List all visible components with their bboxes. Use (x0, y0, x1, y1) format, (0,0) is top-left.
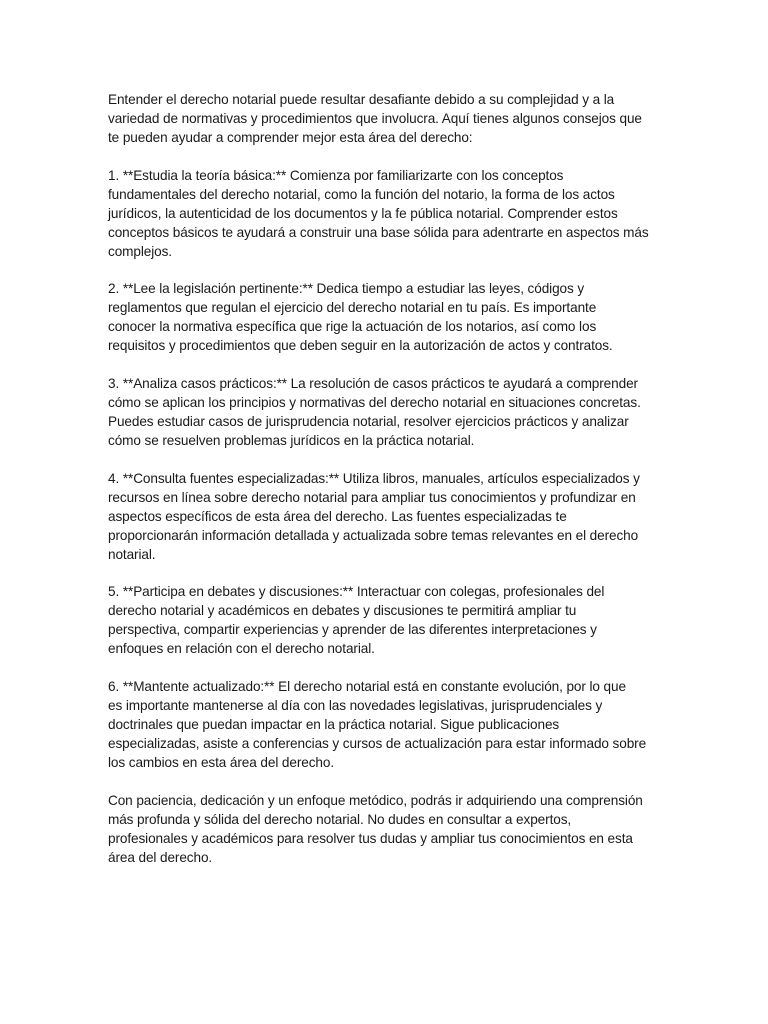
text-line: recursos en línea sobre derecho notarial para ampliar tus conocimientos y profundizar en (108, 489, 636, 505)
text-line: área del derecho. (108, 849, 213, 865)
text-line: 2. **Lee la legislación pertinente:** Dedica tiempo a estudiar las leyes, códigos y (108, 281, 585, 297)
text-line: 6. **Mantente actualizado:** El derecho notarial está en constante evolución, por lo que (108, 679, 626, 695)
text-line: reglamentos que regulan el ejercicio del derecho notarial en tu país. Es importante (108, 300, 597, 316)
text-line: proporcionarán información detallada y actualizada sobre temas relevantes en el derecho (108, 527, 639, 543)
text-line: conocer la normativa específica que rige la actuación de los notarios, así como los (108, 319, 597, 335)
closing-paragraph (108, 792, 668, 868)
tip-paragraph (108, 167, 668, 262)
tip-paragraph (108, 678, 668, 773)
tip-paragraph (108, 375, 668, 451)
text-line: 3. **Analiza casos prácticos:** La resolución de casos prácticos te ayudará a comprender (108, 376, 638, 392)
text-line: Con paciencia, dedicación y un enfoque metódico, podrás ir adquiriendo una comprensión (108, 792, 643, 808)
text-line: derecho notarial y académicos en debates y discusiones te permitirá ampliar tu (108, 603, 577, 619)
text-line: cómo se resuelven problemas jurídicos en la práctica notarial. (108, 432, 475, 448)
document-body (108, 91, 668, 886)
text-line: perspectiva, compartir experiencias y aprender de las diferentes interpretaciones y (108, 622, 597, 638)
text-line: los cambios en esta área del derecho. (108, 754, 335, 770)
text-line: más profunda y sólida del derecho notarial. No dudes en consultar a expertos, (108, 811, 572, 827)
text-line: doctrinales que puedan impactar en la práctica notarial. Sigue publicaciones (108, 716, 560, 732)
tip-paragraph (108, 583, 668, 659)
intro-paragraph (108, 91, 668, 148)
text-line: conceptos básicos te ayudará a construir una base sólida para adentrarte en aspectos más (108, 224, 649, 240)
text-line: cómo se aplican los principios y normativas del derecho notarial en situaciones concretas. (108, 395, 641, 410)
text-line: variedad de normativas y procedimientos que involucra. Aquí tienes algunos consejos que (108, 110, 642, 126)
text-line: 5. **Participa en debates y discusiones:** Interactuar con colegas, profesionales del (108, 584, 605, 600)
text-line: fundamentales del derecho notarial, como la función del notario, la forma de los actos (108, 186, 615, 202)
text-line: jurídicos, la autenticidad de los documentos y la fe pública notarial. Comprender estos (108, 205, 618, 221)
tip-paragraph (108, 470, 668, 565)
text-line: notarial. (108, 546, 156, 562)
text-line: requisitos y procedimientos que deben seguir en la autorización de actos y contratos. (108, 338, 613, 354)
text-line: profesionales y académicos para resolver tus dudas y ampliar tus conocimientos en esta (108, 830, 633, 846)
text-line: Entender el derecho notarial puede resultar desafiante debido a su complejidad y a la (108, 92, 615, 107)
text-line: complejos. (108, 243, 172, 259)
text-line: te pueden ayudar a comprender mejor esta área del derecho: (108, 129, 473, 145)
text-line: aspectos específicos de esta área del derecho. Las fuentes especializadas te (108, 508, 567, 524)
text-line: Puedes estudiar casos de jurisprudencia notarial, resolver ejercicios prácticos y analizar (108, 413, 629, 429)
text-line: 4. **Consulta fuentes especializadas:** Utiliza libros, manuales, artículos especializados y (108, 470, 640, 486)
text-line: 1. **Estudia la teoría básica:** Comienza por familiarizarte con los conceptos (108, 167, 564, 183)
text-line: especializadas, asiste a conferencias y cursos de actualización para estar informado sobre (108, 735, 647, 751)
text-line: enfoques en relación con el derecho notarial. (108, 641, 375, 657)
text-line: es importante mantenerse al día con las novedades legislativas, jurisprudenciales y (108, 698, 603, 713)
tip-paragraph (108, 280, 668, 356)
